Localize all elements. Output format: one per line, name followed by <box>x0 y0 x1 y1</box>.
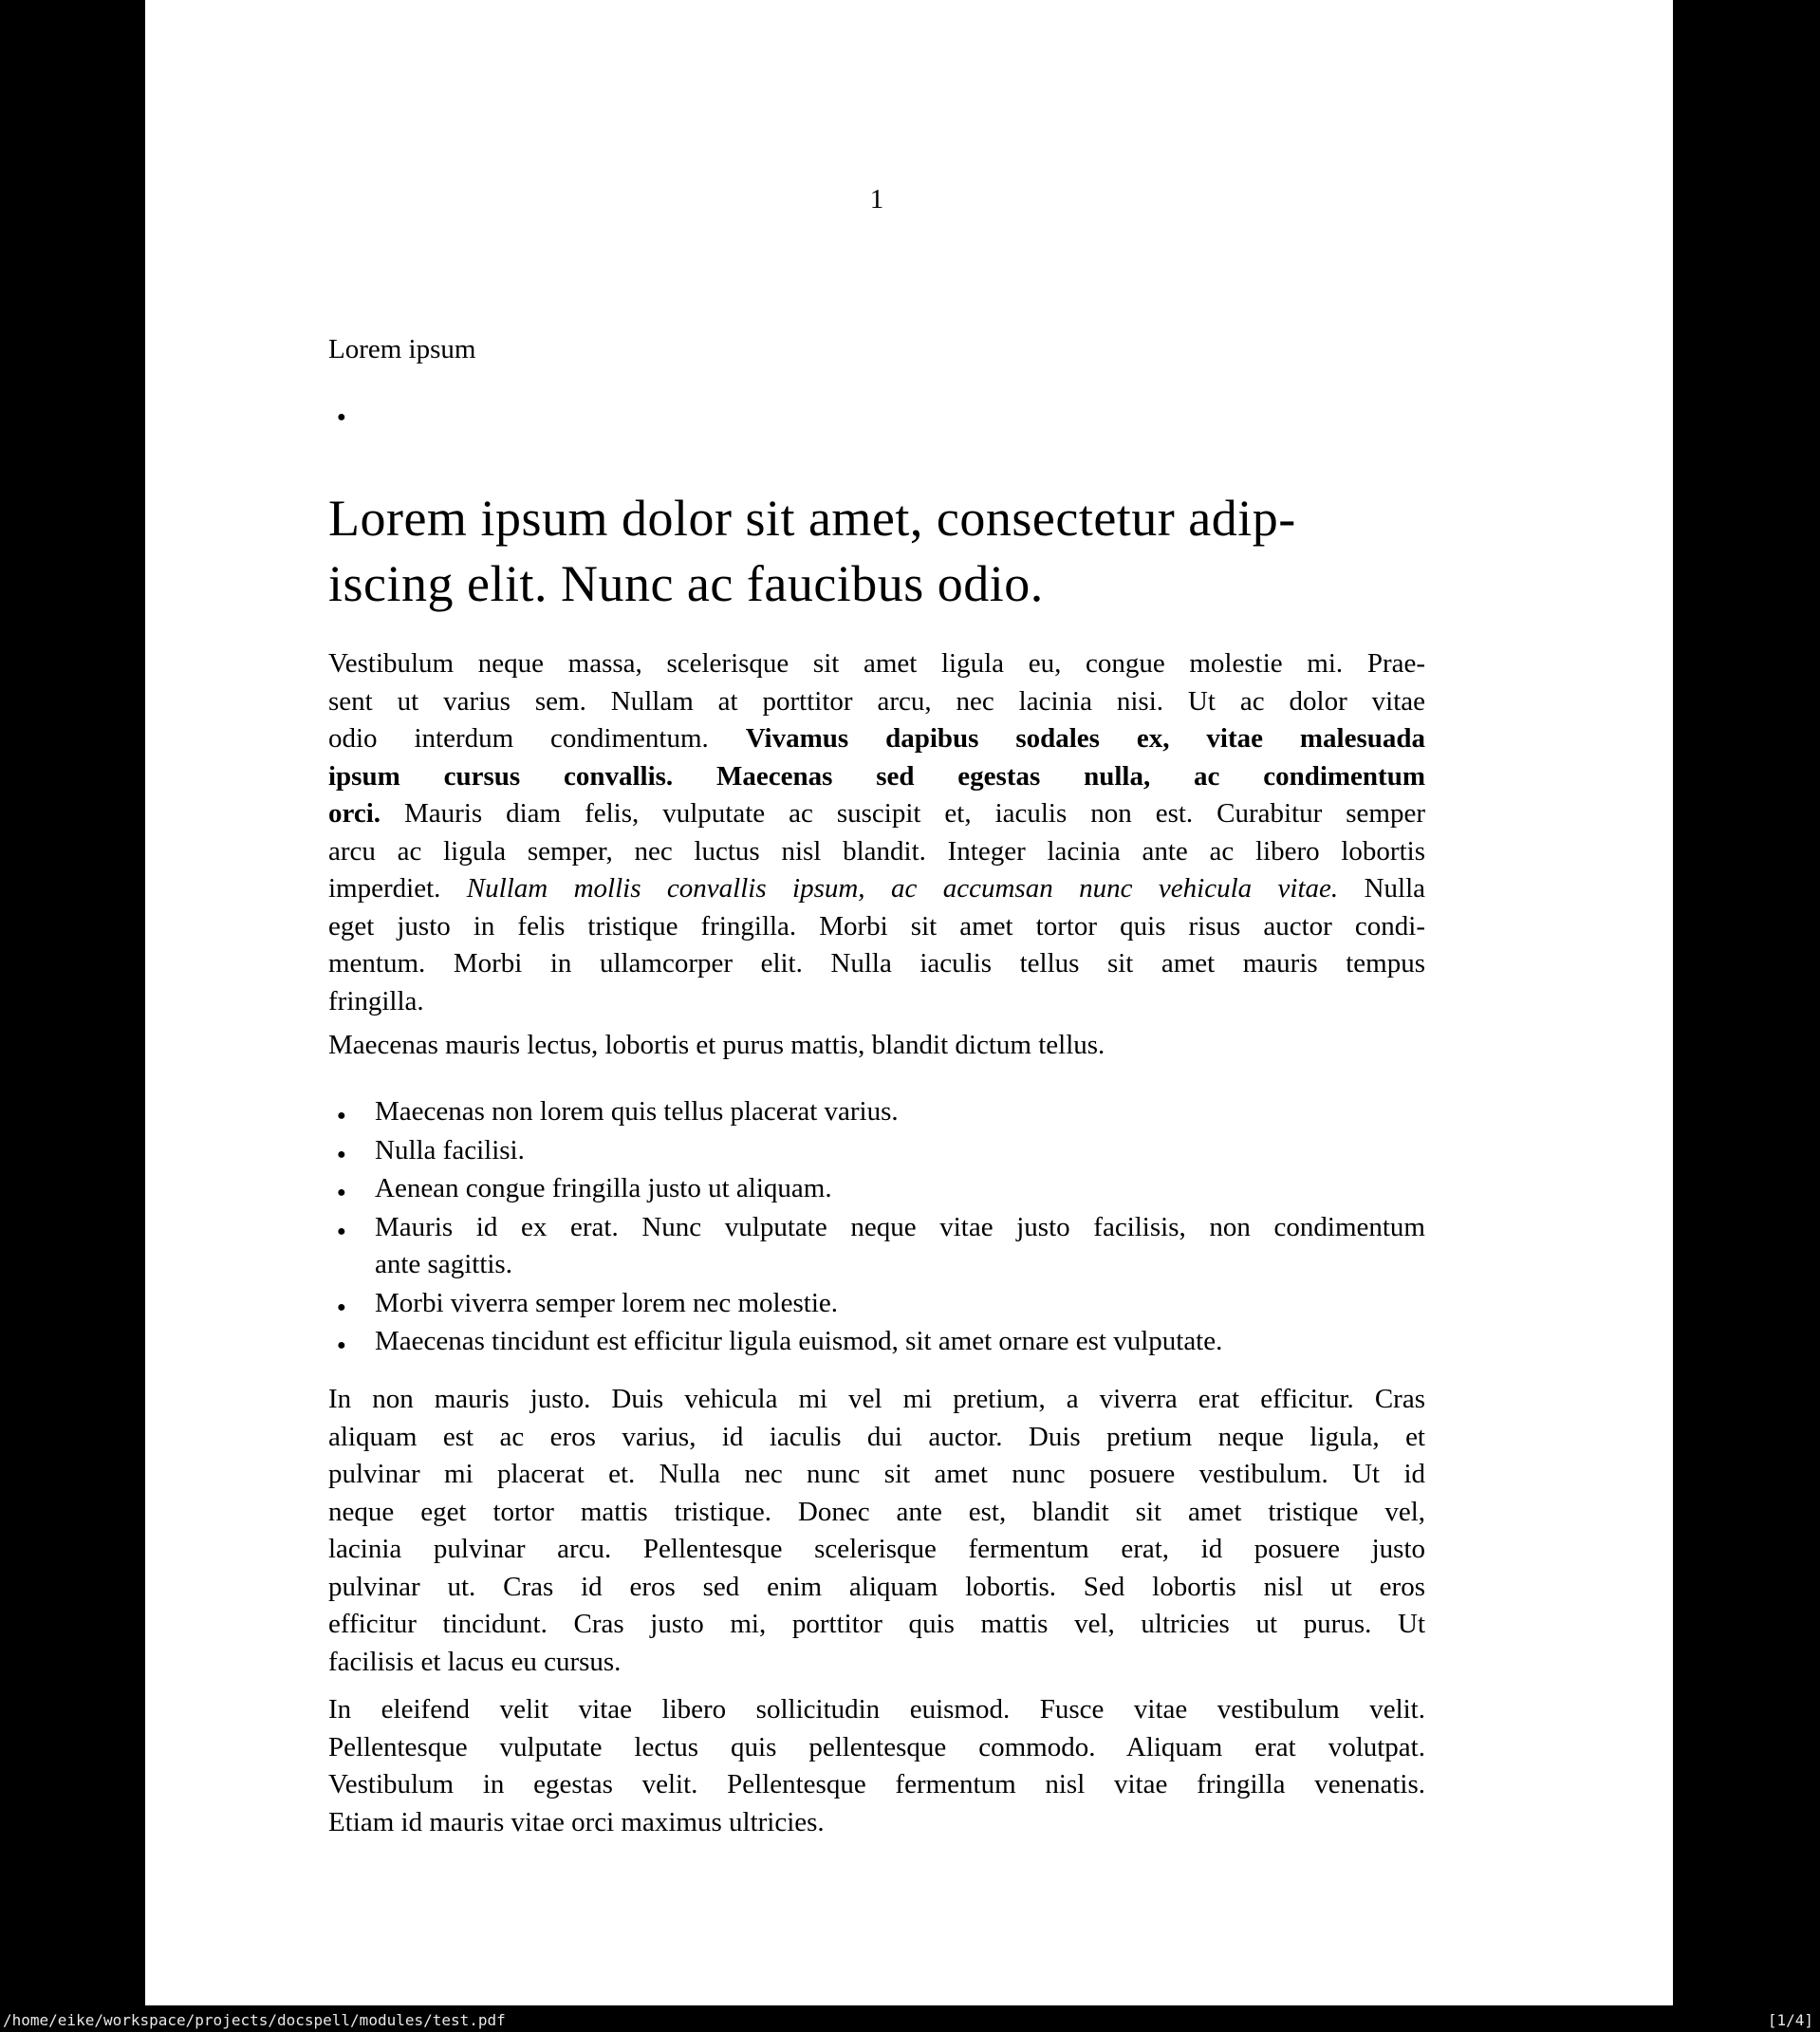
text-line: Morbi viverra semper lorem nec molestie. <box>375 1287 839 1318</box>
text-line: fringilla. <box>328 985 424 1016</box>
text-line: In non mauris justo. Duis vehicula mi vel mi pretium, a viverra erat efficitur. Cras <box>328 1384 1425 1414</box>
text-line: pulvinar ut. Cras id eros sed enim aliquam lobortis. Sed lobortis nisl ut eros <box>328 1571 1425 1602</box>
empty-list-item <box>337 399 1425 438</box>
text-line: ante sagittis. <box>375 1249 512 1279</box>
text-line: Lorem ipsum dolor sit amet, consectetur adip- <box>328 490 1296 547</box>
text-line: lacinia pulvinar arcu. Pellentesque scelerisque fermentum erat, id posuere justo <box>328 1534 1425 1564</box>
bold-text-run: orci. <box>328 798 381 829</box>
text-line: efficitur tincidunt. Cras justo mi, porttitor quis mattis vel, ultricies ut purus. Ut <box>328 1609 1425 1639</box>
bold-text-run: Vivamus dapibus sodales ex, vitae malesuada <box>745 723 1425 754</box>
italic-text-run: Nullam mollis convallis ipsum, ac accumsan nunc vehicula vitae. <box>466 873 1339 904</box>
text-line: sent ut varius sem. Nullam at porttitor arcu, nec lacinia nisi. Ut ac dolor vitae <box>328 685 1425 717</box>
text-run: Mauris diam felis, vulputate ac suscipit et, iaculis non est. Curabitur semper <box>381 798 1425 829</box>
text-line: Vestibulum in egestas velit. Pellentesque fermentum nisl vitae fringilla venenatis. <box>328 1769 1425 1799</box>
text-line: eget justo in felis tristique fringilla. Morbi sit amet tortor quis risus auctor condi- <box>328 910 1425 941</box>
bullet-icon: ● <box>337 1222 346 1240</box>
text-line: Nulla facilisi. <box>375 1134 525 1165</box>
bold-text-run: ipsum cursus convallis. Maecenas sed egestas nulla, ac condimentum <box>328 760 1425 792</box>
list-item <box>337 1132 1425 1170</box>
bullet-list <box>337 1093 1425 1362</box>
text-line: facilisis et lacus eu cursus. <box>328 1646 622 1677</box>
text-line: Aenean congue fringilla justo ut aliquam. <box>375 1173 832 1203</box>
list-item <box>337 1285 1425 1323</box>
text-line: neque eget tortor mattis tristique. Donec ante est, blandit sit amet tristique vel, <box>328 1496 1425 1527</box>
text-line: Maecenas non lorem quis tellus placerat varius. <box>375 1096 899 1127</box>
paragraph-2 <box>328 1027 1425 1065</box>
file-path: /home/eike/workspace/projects/docspell/modules/test.pdf <box>3 2010 506 2029</box>
page-number: 1 <box>869 184 884 214</box>
text-line <box>328 758 1425 796</box>
text-line: Vestibulum neque massa, scelerisque sit amet ligula eu, congue molestie mi. Prae- <box>328 648 1425 679</box>
text-line <box>328 870 1425 908</box>
list-item <box>337 1209 1425 1284</box>
bullet-icon: ● <box>337 1298 346 1315</box>
document-page[interactable] <box>145 0 1673 2005</box>
text-line: aliquam est ac eros varius, id iaculis dui auctor. Duis pretium neque ligula, et <box>328 1421 1425 1452</box>
bullet-icon: ● <box>337 1146 346 1163</box>
bullet-icon: ● <box>337 1108 346 1124</box>
text-line <box>328 795 1425 833</box>
text-line: Maecenas tincidunt est efficitur ligula euismod, sit amet ornare est vulputate. <box>375 1326 1223 1356</box>
status-bar <box>0 2005 1820 2032</box>
text-line <box>328 720 1425 758</box>
text-line: In eleifend velit vitae libero sollicitudin euismod. Fusce vitae vestibulum velit. <box>328 1694 1425 1724</box>
paragraph-4 <box>328 1691 1425 1841</box>
text-line: Pellentesque vulputate lectus quis pellentesque commodo. Aliquam erat volutpat. <box>328 1731 1425 1762</box>
paragraph-3 <box>328 1381 1425 1681</box>
text-line: Etiam id mauris vitae orci maximus ultricies. <box>328 1806 825 1837</box>
text-line: pulvinar mi placerat et. Nulla nec nunc sit amet nunc posuere vestibulum. Ut id <box>328 1459 1425 1489</box>
document-title: Lorem ipsum <box>328 334 476 364</box>
text-run: imperdiet. <box>328 873 467 904</box>
text-line: Mauris id ex erat. Nunc vulputate neque vitae justo facilisis, non condimentum <box>375 1211 1425 1242</box>
text-line: arcu ac ligula semper, nec luctus nisl blandit. Integer lacinia ante ac libero lobortis <box>328 835 1425 867</box>
text-line: mentum. Morbi in ullamcorper elit. Nulla iaculis tellus sit amet mauris tempus <box>328 948 1425 979</box>
section-heading <box>328 486 1425 617</box>
bullet-icon: ● <box>337 1337 346 1353</box>
text-run: Nulla <box>1338 873 1425 904</box>
bullet-icon: ● <box>337 408 346 425</box>
page-indicator: [1/4] <box>1767 2010 1813 2029</box>
text-line: Maecenas mauris lectus, lobortis et purus mattis, blandit dictum tellus. <box>328 1030 1105 1060</box>
paragraph-1 <box>328 645 1425 1020</box>
text-line: iscing elit. Nunc ac faucibus odio. <box>328 555 1044 612</box>
list-item <box>337 1170 1425 1208</box>
list-item <box>337 1323 1425 1361</box>
bullet-icon: ● <box>337 1184 346 1201</box>
text-run: odio interdum condimentum. <box>328 723 746 754</box>
list-item <box>337 1093 1425 1131</box>
